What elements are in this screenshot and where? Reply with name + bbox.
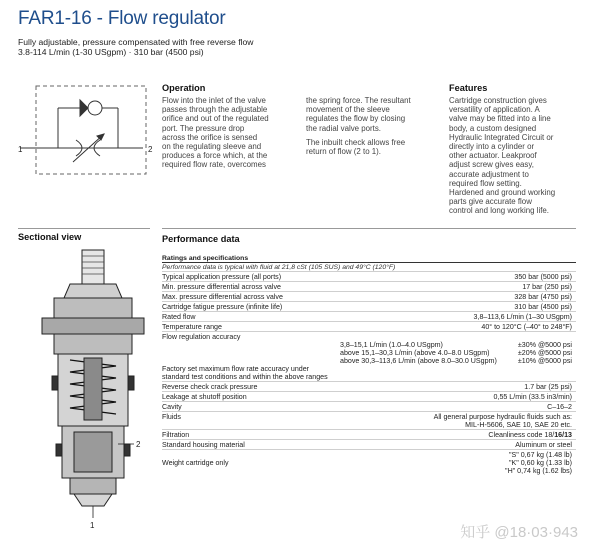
page-title: FAR1-16 - Flow regulator bbox=[18, 8, 226, 29]
operation-col2 bbox=[306, 96, 441, 156]
operation-line: return of flow (2 to 1). bbox=[306, 147, 381, 157]
features-line: versatility of application. A bbox=[449, 105, 540, 115]
features-line: required flow setting. bbox=[449, 178, 522, 188]
watermark: 知乎 @18·03·943 bbox=[460, 524, 578, 541]
sectional-view-heading: Sectional view bbox=[18, 232, 82, 242]
operation-heading: Operation bbox=[162, 83, 206, 93]
hydraulic-symbol bbox=[18, 82, 158, 182]
seal-lower-right bbox=[124, 444, 130, 456]
features-line: valve may be fitted into a line bbox=[449, 114, 551, 124]
regulation-note: Factory set maximum flow rate accuracy under bbox=[162, 365, 310, 373]
table-heading: Ratings and specifications bbox=[162, 254, 576, 263]
table-row-flow-regulation bbox=[162, 332, 576, 382]
operation-col1 bbox=[162, 96, 302, 170]
operation-line: The inbuilt check allows free bbox=[306, 137, 406, 147]
operation-line: required flow rate, overcomes bbox=[162, 160, 266, 170]
features-line: other actuator. Leakproof bbox=[449, 151, 537, 161]
operation-line: the radial valve ports. bbox=[306, 123, 381, 133]
features-line: body, a custom designed bbox=[449, 123, 537, 133]
table-row-filtration: Filtration Cleanliness code 18/16/13 bbox=[162, 430, 576, 440]
section-port-2: 2 bbox=[136, 440, 141, 449]
seal-right bbox=[128, 376, 134, 390]
table-row: Min. pressure differential across valve 17 bar (250 psi) bbox=[162, 282, 576, 292]
table-row-weight: Weight cartridge only "S" 0,67 kg (1.48 lb) "K" 0,60 kg (1.33 lb) "H" 0,74 kg (1.62 lbs) bbox=[162, 451, 572, 475]
regulation-ranges: 3,8–15,1 L/min (1.0–4.0 USgpm) above 15,1–30,3 L/min (above 4.0–8.0 USgpm) above 30,3–113,6 L/min (above 8.0–30.0 USgpm) bbox=[340, 341, 497, 365]
table-row: Standard housing material Aluminum or steel bbox=[162, 440, 576, 450]
table-row: Temperature range 40° to 120°C (–40° to 248°F) bbox=[162, 322, 576, 332]
divider-left bbox=[18, 228, 150, 229]
adjust-screw bbox=[82, 250, 104, 284]
operation-line: movement of the sleeve bbox=[306, 105, 390, 115]
features-line: accurate adjustment to bbox=[449, 169, 529, 179]
operation-line: the spring force. The resultant bbox=[306, 96, 411, 105]
regulation-note: standard test conditions and within the above ranges bbox=[162, 373, 328, 381]
seal-left bbox=[52, 376, 58, 390]
section-port-1: 1 bbox=[90, 521, 95, 530]
features-line: Hardened and ground working bbox=[449, 188, 556, 198]
operation-line: Flow into the inlet of the valve bbox=[162, 96, 266, 105]
orifice-spool bbox=[74, 432, 112, 472]
regulation-accuracy: ±30% @5000 psi ±20% @5000 psi ±10% @5000 psi bbox=[517, 341, 572, 365]
symbol-envelope bbox=[36, 86, 146, 174]
check-seat bbox=[80, 100, 88, 116]
operation-line: port. The pressure drop bbox=[162, 123, 245, 133]
table-note: Performance data is typical with fluid at 21,8 cSt (105 SUS) and 49°C (120°F) bbox=[162, 263, 576, 272]
table-row: Cavity C–16–2 bbox=[162, 402, 576, 412]
symbol-port-1: 1 bbox=[18, 145, 23, 154]
table-row: Rated flow 3,8–113,6 L/min (1–30 USgpm) bbox=[162, 312, 576, 322]
cartridge-nose bbox=[74, 494, 112, 506]
table-row: Max. pressure differential across valve 328 bar (4750 psi) bbox=[162, 292, 576, 302]
divider-right bbox=[162, 228, 576, 229]
sectional-view-drawing bbox=[18, 248, 158, 548]
operation-line: passes through the adjustable bbox=[162, 105, 268, 115]
operation-line: on the regulating sleeve and bbox=[162, 142, 262, 152]
operation-line: across the orifice is sensed bbox=[162, 132, 258, 142]
performance-heading: Performance data bbox=[162, 234, 240, 244]
seal-lower-left bbox=[56, 444, 62, 456]
table-row: Cartridge fatigue pressure (infinite life) 310 bar (4500 psi) bbox=[162, 302, 576, 312]
features-line: Cartridge construction gives bbox=[449, 96, 547, 105]
check-poppet bbox=[70, 478, 116, 494]
operation-line: regulates the flow by closing bbox=[306, 114, 406, 124]
features-line: directly into a cylinder or bbox=[449, 142, 535, 152]
table-row: Leakage at shutoff position 0,55 L/min (33.5 in3/min) bbox=[162, 392, 576, 402]
lock-nut bbox=[64, 284, 122, 298]
table-row: Typical application pressure (all ports) 350 bar (5000 psi) bbox=[162, 272, 576, 282]
operation-line: orifice and out of the regulated bbox=[162, 114, 269, 124]
operation-line: produces a force which, at the bbox=[162, 151, 268, 161]
subtitle-line-1: Fully adjustable, pressure compensated with free reverse flow bbox=[18, 37, 254, 47]
features-line: parts give accurate flow bbox=[449, 197, 532, 207]
features-text bbox=[449, 96, 589, 216]
features-line: adjust screw gives easy, bbox=[449, 160, 534, 170]
regulating-sleeve bbox=[84, 358, 102, 420]
regulation-label: Flow regulation accuracy bbox=[162, 333, 241, 341]
subtitle-line-2: 3.8-114 L/min (1-30 USgpm) · 310 bar (4500 psi) bbox=[18, 47, 204, 57]
table-row-fluids: Fluids All general purpose hydraulic fluids such as: MIL-H-5606, SAE 10, SAE 20 etc. bbox=[162, 412, 576, 430]
features-line: control and long working life. bbox=[449, 206, 550, 216]
features-line: Hydraulic Integrated Circuit or bbox=[449, 132, 554, 142]
symbol-port-2: 2 bbox=[148, 145, 153, 154]
table-row: Reverse check crack pressure 1.7 bar (25 psi) bbox=[162, 382, 576, 392]
features-heading: Features bbox=[449, 83, 488, 93]
specifications-table bbox=[162, 254, 576, 475]
check-ball bbox=[88, 101, 102, 115]
page-subtitle bbox=[18, 37, 254, 57]
cartridge-hex bbox=[42, 318, 144, 334]
